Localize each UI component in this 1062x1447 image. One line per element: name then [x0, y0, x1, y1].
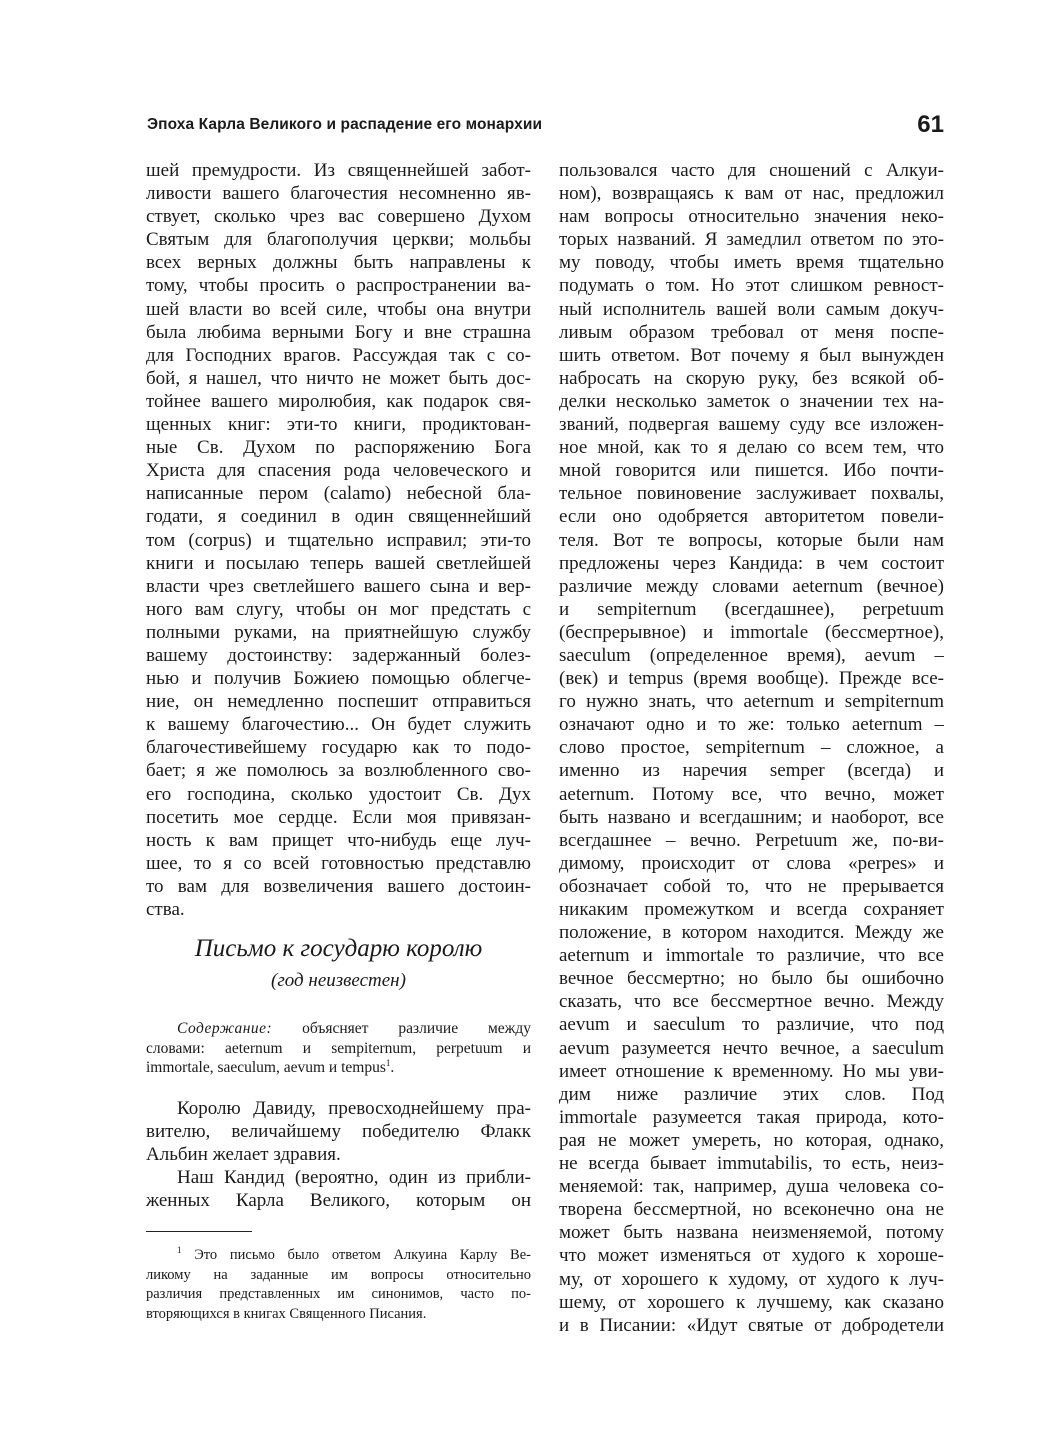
text-line: всегдашнее – вечно. Perpetuum же, по-ви- [559, 829, 944, 851]
letter-summary [146, 1019, 531, 1078]
text-line: aevum разумеется нечто вечное, а saeculum [559, 1037, 944, 1059]
text-line: ствует, сколько чрез вас совершено Духом [146, 206, 531, 228]
text-line: ный исполнитель вашей воли самым докуч- [559, 298, 944, 320]
text-line: различие между словами aeternum (вечное) [559, 575, 944, 597]
text-line: том (corpus) и тщательно исправил; эти-то [146, 529, 531, 551]
footnote-line: различия представленных им синонимов, часто по- [146, 1286, 531, 1302]
left-column [146, 159, 531, 921]
text-line: immortale разумеется такая природа, кото- [559, 1106, 944, 1128]
footnote-mark: 1 [177, 1246, 182, 1256]
summary-lead: Содержание: [177, 1020, 273, 1037]
text-line: ном), возвращаясь к вам от нас, предложил [559, 183, 944, 205]
text-line: к вашему благочестию... Он будет служить [146, 714, 531, 736]
text-line: власти чрез светлейшего вашего сына и вер- [146, 575, 531, 597]
text-line: для Господних врагов. Рассуждая так с со- [146, 344, 531, 366]
text-line: слово простое, sempiternum – сложное, а [559, 737, 944, 759]
footnote-line [146, 1246, 531, 1266]
text-line: вителю, величайшему победителю Флакк [146, 1121, 531, 1143]
text-line: тельное повиновение заслуживает похвалы, [559, 483, 944, 505]
text-line: может быть названа неизменяемой, потому [559, 1222, 944, 1244]
footnote-text: Это письмо было ответом Алкуина Карлу Ве- [181, 1247, 531, 1263]
text-line: теля. Вот те вопросы, которые были нам [559, 529, 944, 551]
footnote-divider [146, 1231, 252, 1232]
summary-text: объясняет различие между [272, 1020, 531, 1037]
text-line: нам вопросы относительно значения неко- [559, 206, 944, 228]
text-line: и в Писании: «Идут святые от добродетели [559, 1314, 944, 1336]
text-line: именно из наречия semper (всегда) и [559, 760, 944, 782]
text-line: ливости вашего благочестия несомненно яв- [146, 183, 531, 205]
text-line: ного вам слугу, чтобы он мог предстать с [146, 598, 531, 620]
text-line: обозначает собой то, что не прерывается [559, 875, 944, 897]
text-line: шей премудрости. Из священнейшей забот- [146, 160, 531, 181]
running-title: Эпоха Карла Великого и распадение его монархии [147, 116, 543, 133]
text-line: ливым образом требовал от меня поспе- [559, 321, 944, 343]
page-number: 61 [917, 111, 944, 138]
summary-text: immortale, saeculum, aevum и tempus [146, 1059, 386, 1076]
text-line: положение, в котором находится. Между же [559, 922, 944, 944]
text-line: нью и получив Божиею помощью облегче- [146, 668, 531, 690]
summary-text: . [390, 1059, 395, 1076]
text-line: димому, происходит от слова «perpes» и [559, 852, 944, 874]
text-line: Христа для спасения рода человеческого и [146, 460, 531, 482]
text-line: му поводу, чтобы иметь время тщательно [559, 252, 944, 274]
summary-line: словами: aeternum и sempiternum, perpetuum и [146, 1039, 531, 1057]
text-line: делки несколько заметок о значении тех на- [559, 390, 944, 412]
text-line: Наш Кандид (вероятно, один из прибли- [177, 1167, 531, 1189]
text-line: aevum и saeculum то различие, что под [559, 1014, 944, 1036]
text-line: книги и посылаю теперь вашей светлейшей [146, 552, 531, 574]
text-line: если оно одобряется авторитетом повели- [559, 506, 944, 528]
text-line: рая не может умереть, но которая, однако, [559, 1129, 944, 1151]
text-line: aeternum. Потому все, что вечно, может [559, 783, 944, 805]
text-line: имеет отношение к временному. Но мы уви- [559, 1060, 944, 1082]
letter-title: Письмо к государю королю [194, 935, 483, 962]
text-line: ное мной, как то я делаю со всем тем, что [559, 437, 944, 459]
text-line: и sempiternum (всегдашнее), perpetuum [559, 598, 944, 620]
text-line: му, от хорошего к худому, от худого к луч- [559, 1268, 944, 1290]
text-line: шему, от хорошего к лучшему, как сказано [559, 1291, 944, 1313]
text-line: званий, подвергая вашему суду все изложен- [559, 414, 944, 436]
text-line: бает; я же помолюсь за возлюбленного сво- [146, 760, 531, 782]
text-line: Королю Давиду, превосходнейшему пра- [177, 1098, 531, 1119]
text-line: его господина, сколько удостоит Св. Дух [146, 783, 531, 805]
footnote [146, 1246, 531, 1324]
text-line: aeternum и immortale то различие, что все [559, 945, 944, 967]
text-line: ные Св. Духом по распоряжению Бога [146, 437, 531, 459]
text-line: сказать, что все бессмертное вечно. Между [559, 991, 944, 1013]
text-line: творена бессмертной, но всеконечно она не [559, 1199, 944, 1221]
text-line: что может изменяться от худого к хороше- [559, 1245, 944, 1267]
text-line: быть названо и всегдашним; и наоборот, все [559, 806, 944, 828]
footnote-line: вторяющихся в книгах Священного Писания. [146, 1305, 427, 1322]
text-line: меняемой: так, например, душа человека со- [559, 1176, 944, 1198]
text-line: го нужно знать, что aeternum и sempiternum [559, 691, 944, 713]
text-line: Святым для благополучия церкви; мольбы [146, 229, 531, 251]
text-line: женных Карла Великого, которым он [146, 1190, 531, 1212]
footnote-line: ликому на заданные им вопросы относительно [146, 1266, 531, 1283]
right-column [559, 159, 944, 1337]
text-line: saeculum (определенное время), aevum – [559, 644, 944, 666]
text-line: посетить мое сердце. Если моя привязан- [146, 806, 531, 828]
text-line: шить ответом. Вот почему я был вынужден [559, 344, 944, 366]
text-line: тойнее вашего миролюбия, как подарок свя- [146, 390, 531, 412]
text-line: (век) и tempus (время вообще). Прежде все- [559, 668, 944, 690]
text-line: подумать о том. Но этот слишком ревност- [559, 275, 944, 297]
footnote-ref[interactable]: 1 [385, 1057, 391, 1068]
text-line: щенных книг: эти-то книги, продиктован- [146, 414, 531, 436]
text-line: то вам для возвеличения вашего достоин- [146, 875, 531, 897]
text-line: шее, то я со всей готовностью представлю [146, 852, 531, 874]
text-line: всех верных должны быть направлены к [146, 252, 531, 274]
text-line: Альбин желает здравия. [146, 1144, 341, 1166]
summary-line [146, 1058, 531, 1078]
text-line: набросать на скорую руку, без всякой об- [559, 367, 944, 389]
text-line: дим ниже различие этих слов. Под [559, 1083, 944, 1105]
letter-year: (год неизвестен) [271, 970, 406, 991]
text-line: никаким промежутком и всегда сохраняет [559, 899, 944, 920]
text-line: тому, чтобы просить о распространении ва- [146, 275, 531, 297]
text-line: благочестивейшему государю как то подо- [146, 737, 531, 759]
text-line: полными руками, на приятнейшую службу [146, 621, 531, 643]
text-line: ства. [146, 899, 185, 920]
text-line: вечное бессмертно; но было бы ошибочно [559, 968, 944, 990]
letter-body [146, 1097, 531, 1212]
text-line: ние, он немедленно поспешит отправиться [146, 691, 531, 713]
text-line: ность к вам прищет что-нибудь еще луч- [146, 829, 531, 851]
text-line: написанные пером (calamo) небесной бла- [146, 483, 531, 505]
text-line: была любима верными Богу и вне страшна [146, 321, 531, 343]
text-line: торых названий. Я замедлил ответом по это- [559, 229, 944, 251]
text-line: пользовался часто для сношений с Алкуи- [559, 160, 944, 181]
text-line: годати, я соединил в один священнейший [146, 506, 531, 528]
summary-line [146, 1019, 531, 1039]
text-line: шей власти во всей силе, чтобы она внутри [146, 298, 531, 320]
text-line: (беспрерывное) и immortale (бессмертное), [559, 621, 944, 643]
text-line: мной говорится или пишется. Ибо почти- [559, 460, 944, 482]
text-line: предложены через Кандида: в чем состоит [559, 552, 944, 574]
text-line: означают одно и то же: только aeternum – [559, 714, 944, 736]
text-line: бой, я нашел, что ничто не может быть дос- [146, 367, 531, 389]
text-line: не всегда бывает immutabilis, то есть, неиз- [559, 1153, 944, 1175]
text-line: вашему достоинству: задержанный болез- [146, 644, 531, 666]
